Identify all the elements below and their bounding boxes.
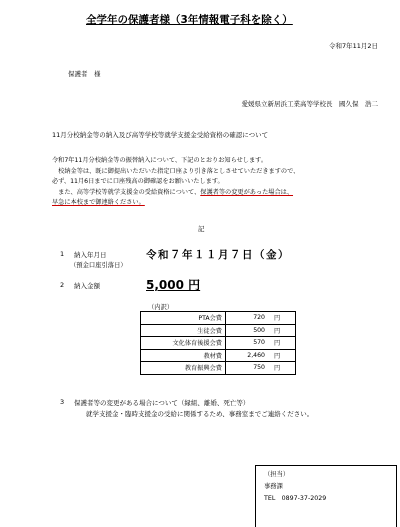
item-1-label: 納入年月日: [74, 251, 107, 259]
fee-unit: 円: [268, 324, 296, 337]
due-date-value: 令和７年１１月７日（金）: [146, 249, 290, 261]
fee-name: 文化体育後援会費: [141, 337, 226, 350]
item-3-body: 就学支援金・臨時支援金の受給に関係するため、事務室までご連絡ください。: [86, 410, 314, 418]
body-line-3: 必ず、11月6日までに口座残高の御確認をお願いいたします。: [52, 178, 224, 185]
breakdown-table: [140, 311, 296, 375]
ki-heading: 記: [198, 225, 205, 233]
body-line-4: [52, 188, 392, 199]
table-row: [141, 324, 296, 337]
table-row: [141, 349, 296, 362]
body-line-4-text: また、高等学校等就学支援金の受給資格について、: [52, 188, 201, 196]
body-paragraph: [52, 156, 392, 209]
fee-name: PTA会費: [141, 312, 226, 325]
subject-line: 11月分校納金等の納入及び高等学校等就学支援金受給資格の確認について: [52, 131, 269, 139]
fee-unit: 円: [268, 337, 296, 350]
fee-amount: 500: [226, 324, 269, 337]
highlight-text: 保護者等の変更があった場合は、: [200, 188, 294, 196]
fee-name: 生徒会費: [141, 324, 226, 337]
table-row: [141, 362, 296, 375]
fee-amount: 720: [226, 312, 269, 325]
body-line-2: 校納金等は、既に御提出いただいた指定口座より引き落としさせていただきますので、: [52, 167, 300, 175]
fee-name: 教育振興会費: [141, 362, 226, 375]
body-line-5: 早急に本校まで御連絡ください。: [52, 199, 145, 206]
fee-amount: 750: [226, 362, 269, 375]
contact-box: [255, 465, 397, 527]
item-2-number: 2: [60, 281, 65, 289]
item-3-number: 3: [60, 398, 65, 406]
contact-heading: （担当）: [264, 471, 290, 478]
recipient: 保護者 様: [68, 70, 101, 78]
item-3-heading: 保護者等の変更がある場合について（縁組、離婚、死亡等）: [74, 399, 250, 407]
item-1-sublabel: （預金口座引落日）: [70, 262, 127, 269]
sender: 愛媛県立新居浜工業高等学校長 國久保 浩二: [241, 100, 378, 108]
item-1-number: 1: [60, 250, 65, 258]
amount-value: 5,000 円: [146, 278, 201, 292]
issue-date: 令和7年11月2日: [328, 42, 378, 50]
contact-office: 事務課: [264, 483, 283, 490]
breakdown-label: （内訳）: [148, 304, 174, 311]
table-row: [141, 312, 296, 325]
table-row: [141, 337, 296, 350]
fee-amount: 2,460: [226, 349, 269, 362]
body-line-1: 令和7年11月分校納金等の振替納入について、下記のとおりお知らせします。: [52, 157, 268, 164]
item-2-label: 納入金額: [74, 282, 100, 290]
contact-tel: TEL 0897-37-2029: [264, 495, 327, 502]
document-title: 全学年の保護者様（3年情報電子科を除く）: [86, 14, 293, 26]
fee-amount: 570: [226, 337, 269, 350]
fee-name: 教材費: [141, 349, 226, 362]
fee-unit: 円: [268, 312, 296, 325]
fee-unit: 円: [268, 362, 296, 375]
fee-unit: 円: [268, 349, 296, 362]
